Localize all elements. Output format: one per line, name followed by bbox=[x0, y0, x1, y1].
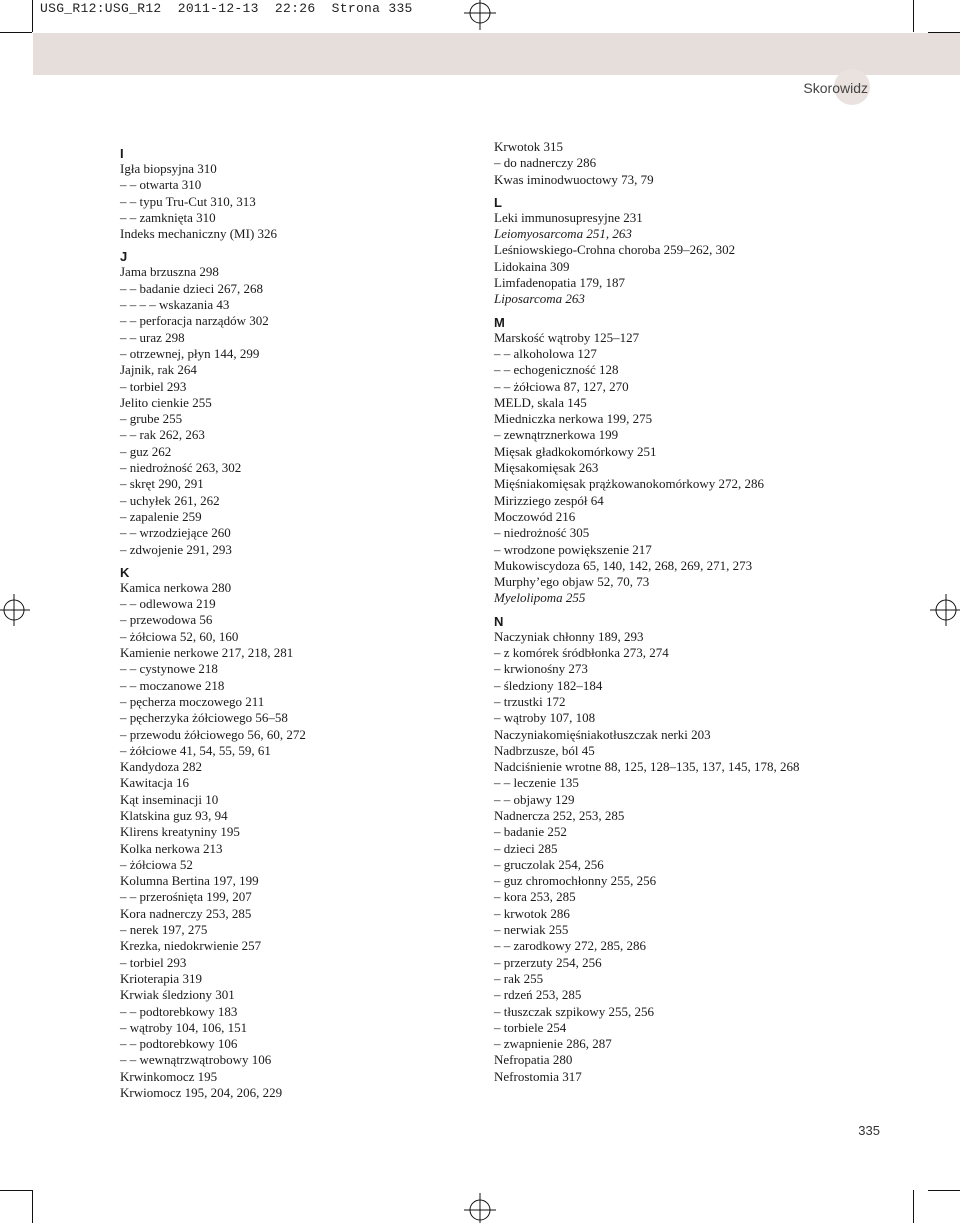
index-letter-heading: I bbox=[120, 146, 124, 161]
index-entry: – niedrożność 305 bbox=[494, 525, 590, 541]
index-entry: Kora nadnerczy 253, 285 bbox=[120, 905, 252, 921]
index-entry: Krezka, niedokrwienie 257 bbox=[120, 938, 262, 954]
index-entry: – – objawy 129 bbox=[494, 791, 575, 807]
index-entry: MELD, skala 145 bbox=[494, 394, 587, 410]
index-entry: – żółciowa 52 bbox=[120, 856, 193, 872]
index-column-left bbox=[120, 139, 540, 1101]
index-entry: Krwotok 315 bbox=[494, 139, 563, 154]
index-entry: – krwionośny 273 bbox=[494, 661, 588, 677]
index-entry: Mięśniakomięsak prążkowanokomórkowy 272, 286 bbox=[494, 476, 765, 492]
index-entry: Leśniowskiego-Crohna choroba 259–262, 302 bbox=[494, 242, 736, 258]
index-entry: Nadbrzusze, ból 45 bbox=[494, 742, 595, 758]
index-entry: Kawitacja 16 bbox=[120, 775, 189, 791]
index-entry: – – echogeniczność 128 bbox=[494, 362, 619, 378]
index-entry: – – przerośnięta 199, 207 bbox=[120, 889, 252, 905]
index-entry: – rak 255 bbox=[494, 970, 544, 986]
index-entry: Leki immunosupresyjne 231 bbox=[494, 209, 643, 225]
index-entry: Nadciśnienie wrotne 88, 125, 128–135, 137, 145, 178, 268 bbox=[494, 759, 800, 775]
index-entry: – – zarodkowy 272, 285, 286 bbox=[494, 938, 647, 954]
index-entry: – guz 262 bbox=[120, 443, 172, 459]
index-entry: Jama brzuszna 298 bbox=[120, 264, 219, 280]
index-entry: Mirizziego zespół 64 bbox=[494, 492, 604, 508]
index-entry: – – odlewowa 219 bbox=[120, 596, 216, 612]
index-letter-heading: N bbox=[494, 613, 504, 629]
index-entry: Klirens kreatyniny 195 bbox=[120, 824, 240, 840]
index-entry: Mięsakomięsak 263 bbox=[494, 460, 599, 476]
index-entry: – przewodowa 56 bbox=[120, 612, 213, 628]
index-entry: – kora 253, 285 bbox=[494, 889, 576, 905]
index-entry: Kwas iminodwuoctowy 73, 79 bbox=[494, 171, 654, 187]
index-entry: Krioterapia 319 bbox=[120, 970, 202, 986]
index-letter-heading: L bbox=[494, 194, 502, 210]
index-entry: Indeks mechaniczny (MI) 326 bbox=[120, 226, 278, 242]
index-entry: – nerwiak 255 bbox=[494, 922, 569, 938]
index-entry: – torbiel 293 bbox=[120, 954, 187, 970]
section-title: Skorowidz bbox=[803, 80, 868, 96]
page-number: 335 bbox=[858, 1123, 880, 1138]
index-entry: – przerzuty 254, 256 bbox=[494, 954, 602, 970]
header-band bbox=[33, 33, 960, 75]
index-entry: Mukowiscydoza 65, 140, 142, 268, 269, 271, 273 bbox=[494, 557, 753, 573]
index-entry: – torbiele 254 bbox=[494, 1019, 567, 1035]
index-entry: – – podtorebkowy 183 bbox=[120, 1003, 238, 1019]
index-entry: – – żółciowa 87, 127, 270 bbox=[494, 378, 629, 394]
index-entry: Kolumna Bertina 197, 199 bbox=[120, 873, 259, 889]
index-entry: Jajnik, rak 264 bbox=[120, 362, 197, 378]
index-entry: Naczyniak chłonny 189, 293 bbox=[494, 628, 644, 644]
index-entry: – – moczanowe 218 bbox=[120, 677, 225, 693]
index-entry: – żółciowa 52, 60, 160 bbox=[120, 628, 239, 644]
index-entry: Liposarcoma 263 bbox=[494, 291, 585, 307]
index-entry: – zwapnienie 286, 287 bbox=[494, 1036, 612, 1052]
registration-mark-left bbox=[0, 590, 36, 630]
index-entry: Myelolipoma 255 bbox=[494, 590, 586, 606]
index-entry: Miedniczka nerkowa 199, 275 bbox=[494, 411, 653, 427]
index-entry: – – zamknięta 310 bbox=[120, 209, 216, 225]
index-entry: – trzustki 172 bbox=[494, 693, 566, 709]
index-entry: – gruczolak 254, 256 bbox=[494, 856, 604, 872]
index-entry: – – podtorebkowy 106 bbox=[120, 1036, 238, 1052]
index-entry: – wrodzone powiększenie 217 bbox=[494, 541, 652, 557]
index-letter-heading: J bbox=[120, 249, 128, 265]
registration-mark-top bbox=[460, 0, 500, 32]
index-entry: – dzieci 285 bbox=[494, 840, 558, 856]
index-entry: – otrzewnej, płyn 144, 299 bbox=[120, 345, 260, 361]
index-entry: – – uraz 298 bbox=[120, 329, 185, 345]
index-entry: – torbiel 293 bbox=[120, 378, 187, 394]
index-letter-heading: K bbox=[120, 564, 130, 580]
index-entry: – niedrożność 263, 302 bbox=[120, 460, 242, 476]
index-entry: – wątroby 107, 108 bbox=[494, 710, 596, 726]
index-entry: Mięsak gładkokomórkowy 251 bbox=[494, 443, 657, 459]
index-entry: – grube 255 bbox=[120, 411, 183, 427]
index-entry: – – badanie dzieci 267, 268 bbox=[120, 280, 263, 296]
index-entry: – przewodu żółciowego 56, 60, 272 bbox=[120, 726, 306, 742]
index-entry: Lidokaina 309 bbox=[494, 258, 570, 274]
index-entry: – pęcherzyka żółciowego 56–58 bbox=[120, 710, 288, 726]
index-entry: – wątroby 104, 106, 151 bbox=[120, 1019, 248, 1035]
index-entry: Krwiak śledziony 301 bbox=[120, 987, 235, 1003]
index-entry: – zewnątrznerkowa 199 bbox=[494, 427, 619, 443]
index-entry: Klatskina guz 93, 94 bbox=[120, 807, 228, 823]
index-entry: – rdzeń 253, 285 bbox=[494, 987, 582, 1003]
index-entry: – żółciowe 41, 54, 55, 59, 61 bbox=[120, 742, 271, 758]
index-entry: – badanie 252 bbox=[494, 824, 567, 840]
index-entry: – do nadnerczy 286 bbox=[494, 155, 597, 171]
index-entry: – – perforacja narządów 302 bbox=[120, 313, 269, 329]
index-entry: Nefrostomia 317 bbox=[494, 1068, 582, 1084]
index-entry: – krwotok 286 bbox=[494, 905, 570, 921]
index-entry: Kolka nerkowa 213 bbox=[120, 840, 223, 856]
index-entry: – śledziony 182–184 bbox=[494, 677, 603, 693]
index-entry: Nadnercza 252, 253, 285 bbox=[494, 807, 625, 823]
index-entry: – tłuszczak szpikowy 255, 256 bbox=[494, 1003, 654, 1019]
index-entry: Igła biopsyjna 310 bbox=[120, 161, 217, 176]
index-entry: Kamica nerkowa 280 bbox=[120, 579, 232, 595]
index-entry: Naczyniakomięśniakotłuszczak nerki 203 bbox=[494, 726, 711, 742]
index-entry: – – wewnątrzwątrobowy 106 bbox=[120, 1052, 272, 1068]
index-entry: – – otwarta 310 bbox=[120, 177, 202, 193]
index-column-right bbox=[494, 139, 914, 1085]
index-entry: – zapalenie 259 bbox=[120, 508, 202, 524]
index-entry: – – – – wskazania 43 bbox=[120, 297, 230, 313]
index-letter-heading: M bbox=[494, 314, 505, 330]
printer-slug: USG_R12:USG_R12 2011-12-13 22:26 Strona 335 bbox=[40, 1, 413, 16]
index-entry: Kandydoza 282 bbox=[120, 759, 202, 775]
index-entry: – – cystynowe 218 bbox=[120, 661, 218, 677]
index-entry: Moczowód 216 bbox=[494, 508, 576, 524]
index-entry: – skręt 290, 291 bbox=[120, 476, 204, 492]
index-entry: – – leczenie 135 bbox=[494, 775, 579, 791]
index-entry: Krwinkomocz 195 bbox=[120, 1068, 218, 1084]
index-entry: Jelito cienkie 255 bbox=[120, 394, 212, 410]
index-entry: Nefropatia 280 bbox=[494, 1052, 573, 1068]
index-entry: Kamienie nerkowe 217, 218, 281 bbox=[120, 645, 294, 661]
index-entry: Leiomyosarcoma 251, 263 bbox=[494, 226, 632, 242]
index-entry: – z komórek śródbłonka 273, 274 bbox=[494, 645, 669, 661]
registration-mark-right bbox=[924, 590, 960, 630]
index-entry: – zdwojenie 291, 293 bbox=[120, 541, 232, 557]
index-entry: Krwiomocz 195, 204, 206, 229 bbox=[120, 1085, 283, 1101]
index-entry: – – wrzodziejące 260 bbox=[120, 525, 231, 541]
index-entry: – – alkoholowa 127 bbox=[494, 345, 597, 361]
index-entry: – uchyłek 261, 262 bbox=[120, 492, 220, 508]
index-entry: Limfadenopatia 179, 187 bbox=[494, 275, 626, 291]
index-entry: – – typu Tru-Cut 310, 313 bbox=[120, 193, 256, 209]
index-entry: – nerek 197, 275 bbox=[120, 922, 208, 938]
index-entry: – guz chromochłonny 255, 256 bbox=[494, 873, 657, 889]
registration-mark-bottom bbox=[460, 1191, 500, 1223]
index-entry: Kąt inseminacji 10 bbox=[120, 791, 219, 807]
index-entry: – – rak 262, 263 bbox=[120, 427, 205, 443]
index-entry: – pęcherza moczowego 211 bbox=[120, 693, 265, 709]
index-entry: Murphy’ego objaw 52, 70, 73 bbox=[494, 574, 650, 590]
index-entry: Marskość wątroby 125–127 bbox=[494, 329, 640, 345]
